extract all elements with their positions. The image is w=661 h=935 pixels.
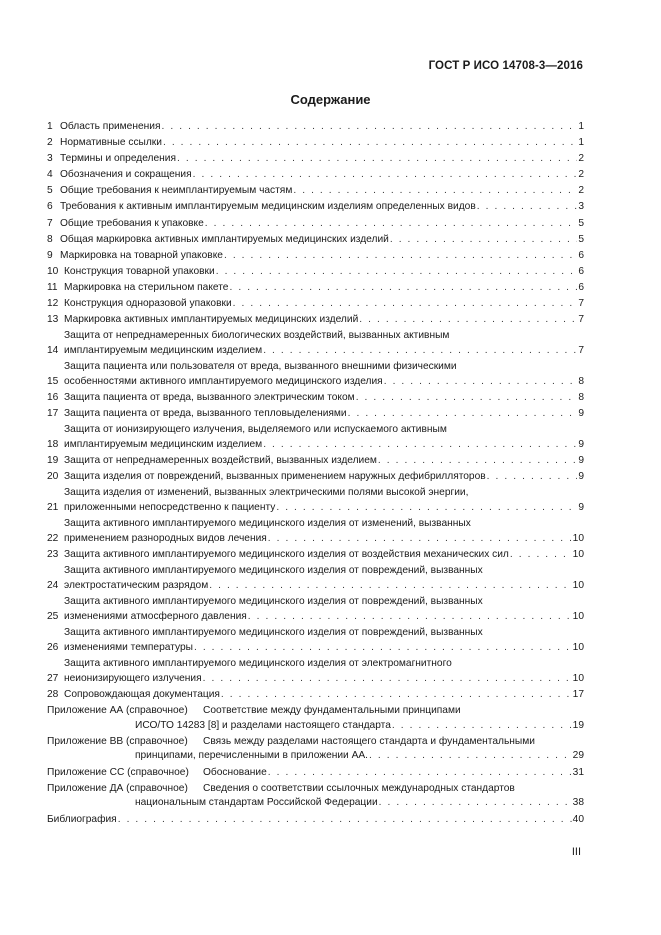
toc-entry-body	[64, 454, 584, 469]
toc-leader-line	[64, 454, 584, 469]
toc-page-number: 10	[572, 641, 584, 653]
toc-entry-text: принципами, перечисленными в приложении АА.	[135, 750, 369, 762]
dot-leader	[390, 233, 578, 248]
toc-leader-line	[135, 719, 584, 734]
toc-appendix-row	[47, 766, 584, 781]
toc-page-number: 2	[578, 185, 584, 197]
toc-entry-number: 1	[47, 121, 53, 132]
toc-entry-text: Защита изделия от повреждений, вызванных применением наружных дефибрилляторов	[64, 471, 486, 483]
toc-entry-text: Защита от непреднамеренных биологических воздействий, вызванных активным	[64, 330, 450, 342]
toc-entry-body	[64, 329, 584, 359]
toc-entry-body	[64, 391, 584, 406]
dot-leader	[177, 152, 577, 167]
toc-entry[interactable]	[47, 626, 584, 656]
toc-page-number: 1	[578, 137, 584, 149]
toc-page-number: 3	[578, 201, 584, 213]
toc-entry[interactable]	[47, 168, 584, 183]
toc-entry-text: Библиография	[47, 813, 117, 825]
toc-entry-text: Сведения о соответствии ссылочных международных стандартов	[203, 782, 515, 794]
toc-leader-line	[64, 470, 584, 485]
toc-entry-number: 4	[47, 169, 53, 181]
toc-leader-line	[64, 375, 584, 390]
toc-leader-line	[60, 152, 584, 167]
toc-entry-text: Конструкция товарной упаковки	[64, 265, 215, 277]
dot-leader	[379, 796, 572, 811]
dot-leader	[487, 470, 578, 485]
dot-leader	[510, 548, 572, 563]
toc-entry-text: применением разнородных видов лечения	[64, 532, 267, 544]
toc-entry-body	[64, 407, 584, 422]
appendix-label: Приложение ДА (справочное)	[47, 782, 188, 794]
toc-entry-number: 7	[47, 217, 53, 229]
toc-entry-number: 8	[47, 233, 53, 245]
toc-entry-text: имплантируемым медицинским изделием	[64, 345, 263, 357]
toc-entry[interactable]	[47, 329, 584, 359]
toc-entry[interactable]	[47, 688, 584, 703]
toc-entry-body	[64, 281, 584, 296]
toc-leader-line	[64, 265, 584, 280]
toc-entry-text: Связь между разделами настоящего стандарта и фундаментальными	[203, 735, 535, 747]
toc-page-number: 6	[578, 249, 584, 261]
dot-leader	[356, 391, 578, 406]
toc-entry[interactable]	[47, 233, 584, 248]
toc-entry-number: 22	[47, 532, 59, 544]
toc-entry[interactable]	[47, 249, 584, 264]
dot-leader	[384, 375, 578, 390]
toc-entry[interactable]	[47, 360, 584, 390]
toc-page-number: 10	[572, 672, 584, 684]
toc-page-number: 10	[572, 579, 584, 591]
dot-leader	[268, 532, 572, 547]
toc-leader-line	[60, 184, 584, 199]
toc-entry-body	[60, 217, 584, 232]
dot-leader	[293, 184, 577, 199]
dot-leader	[216, 265, 578, 280]
toc-entry-body	[64, 657, 584, 687]
toc-entry-number: 19	[47, 455, 59, 467]
toc-entry-text: Область применения	[60, 121, 161, 132]
toc-entry-text: ИСО/ТО 14283 [8] и разделами настоящего стандарта	[135, 719, 391, 731]
toc-entry[interactable]	[47, 136, 584, 151]
toc-entry-body	[64, 265, 584, 280]
toc-entry-body	[203, 735, 584, 750]
toc-entry-number: 20	[47, 471, 59, 483]
toc-entry-number: 12	[47, 298, 59, 310]
toc-entry-text: Общая маркировка активных имплантируемых медицинских изделий	[60, 233, 389, 245]
toc-page-number: 5	[578, 217, 584, 229]
toc-leader-line	[47, 813, 584, 828]
toc-appendix[interactable]	[47, 782, 584, 812]
toc-entry-text: Обоснование	[203, 766, 267, 778]
toc-page-number: 10	[572, 549, 584, 561]
toc-entry[interactable]	[47, 564, 584, 594]
toc-entry-body	[64, 595, 584, 625]
toc-page-number: 8	[578, 392, 584, 403]
dot-leader	[233, 297, 578, 312]
toc-entry-number: 28	[47, 688, 59, 700]
toc-entry-body	[64, 486, 584, 516]
toc-page-number: 9	[578, 471, 584, 483]
toc-appendix-continuation	[47, 719, 584, 734]
toc-entry-text: Маркировка на товарной упаковке	[60, 249, 223, 261]
toc-entry-text: Защита от непреднамеренных воздействий, вызванных изделием	[64, 455, 377, 467]
toc-entry-text: национальным стандартам Российской Федерации	[135, 797, 378, 809]
toc-entry-text: Общие требования к неимплантируемым частям	[60, 185, 293, 197]
toc-leader-line	[64, 672, 584, 687]
toc-leader-line	[60, 217, 584, 232]
toc-page-number: 9	[578, 502, 584, 514]
toc-entry-text: Защита активного имплантируемого медицинского изделия от изменений, вызванных	[64, 518, 471, 530]
toc-entry-number: 18	[47, 438, 59, 450]
toc-leader-line	[60, 249, 584, 264]
toc-appendix[interactable]	[47, 735, 584, 765]
toc-entry-text: Защита активного имплантируемого медицинского изделия от повреждений, вызванных	[64, 626, 483, 638]
toc-page-number: 7	[578, 314, 584, 326]
toc-leader-line	[64, 548, 584, 563]
toc-appendix-continuation	[47, 749, 584, 764]
toc-entry-text: изменениями атмосферного давления	[64, 610, 247, 622]
toc-entry-body	[64, 423, 584, 453]
toc-entry-body	[64, 297, 584, 312]
appendix-label: Приложение АА (справочное)	[47, 704, 188, 716]
toc-entry[interactable]	[47, 297, 584, 312]
toc-leader-line	[60, 168, 584, 183]
toc-entry-body	[203, 704, 584, 719]
toc-entry-number: 11	[47, 281, 58, 293]
dot-leader	[263, 438, 577, 453]
toc-entry-body	[64, 517, 584, 547]
dot-leader	[263, 344, 577, 359]
toc-entry-text: Общие требования к упаковке	[60, 217, 204, 229]
toc-leader-line	[64, 438, 584, 453]
toc-entry-body	[64, 548, 584, 563]
toc-appendix[interactable]	[47, 766, 584, 781]
toc-appendix[interactable]	[47, 704, 584, 734]
toc-leader-line	[64, 407, 584, 422]
toc-entry[interactable]	[47, 217, 584, 232]
dot-leader	[209, 579, 571, 594]
page-title: Содержание	[290, 92, 371, 107]
toc-bibliography[interactable]	[47, 813, 584, 828]
toc-leader-line	[64, 501, 584, 516]
dot-leader	[205, 217, 578, 232]
toc-entry-number: 10	[47, 265, 59, 277]
toc-entry[interactable]	[47, 517, 584, 547]
dot-leader	[348, 407, 578, 422]
toc-page-number: 40	[572, 813, 584, 825]
toc-leader-line	[135, 749, 584, 764]
dot-leader	[268, 766, 572, 781]
toc-page-number: 6	[578, 281, 584, 293]
toc-leader-line	[64, 610, 584, 625]
toc-leader-line	[64, 297, 584, 312]
document-id: ГОСТ Р ИСО 14708-3—2016	[428, 60, 583, 72]
toc-entry[interactable]	[47, 548, 584, 563]
toc-page-number: 10	[572, 532, 584, 544]
toc-entry[interactable]	[47, 391, 584, 406]
toc-entry-number: 6	[47, 201, 53, 213]
toc-page-number: 31	[572, 766, 584, 778]
toc-entry-number: 13	[47, 314, 59, 326]
toc-entry-body	[64, 626, 584, 656]
toc-entry[interactable]	[47, 595, 584, 625]
toc-entry-body	[60, 168, 584, 183]
toc-entry-body	[60, 120, 584, 135]
toc-entry-text: Требования к активным имплантируемым медицинским изделиям определенных видов	[60, 201, 476, 213]
toc-entry-body	[47, 813, 584, 828]
toc-leader-line	[64, 391, 584, 406]
toc-leader-line	[203, 766, 584, 781]
toc-page-number: 29	[572, 750, 584, 762]
dot-leader	[224, 249, 577, 264]
toc-page-number: 7	[578, 298, 584, 310]
toc-entry-text: Защита активного имплантируемого медицинского изделия от повреждений, вызванных	[64, 565, 483, 577]
toc-entry-body	[64, 313, 584, 328]
toc-entry-body	[64, 360, 584, 390]
toc-entry-number: 5	[47, 185, 53, 197]
toc-page-number: 5	[578, 233, 584, 245]
page-number: III	[571, 846, 581, 858]
toc-entry-body	[60, 184, 584, 199]
dot-leader	[359, 313, 577, 328]
toc-entry[interactable]	[47, 454, 584, 469]
toc-entry[interactable]	[47, 486, 584, 516]
toc-entry-text: изменениями температуры	[64, 641, 193, 653]
toc-page-number: 6	[578, 265, 584, 277]
toc-entry-text: Защита пациента от вреда, вызванного тепловыделениями	[64, 408, 347, 420]
toc-page-number: 7	[578, 345, 584, 357]
toc-entry-text: Нормативные ссылки	[60, 137, 162, 149]
dot-leader	[194, 641, 572, 656]
toc-entry-body	[64, 688, 584, 703]
toc-entry-number: 21	[47, 502, 59, 514]
toc-entry-text: Защита пациента от вреда, вызванного электрическим током	[64, 392, 355, 403]
toc-entry-number: 3	[47, 153, 53, 165]
toc-entry[interactable]	[47, 200, 584, 215]
dot-leader	[118, 813, 572, 828]
toc-appendix-row	[47, 782, 584, 797]
toc-page-number: 2	[578, 153, 584, 165]
toc-entry[interactable]	[47, 184, 584, 199]
toc-entry-text: электростатическим разрядом	[64, 579, 209, 591]
toc-entry-text: Защита активного имплантируемого медицинского изделия от электромагнитного	[64, 657, 452, 669]
toc-entry-body	[203, 782, 584, 797]
toc-entry[interactable]	[47, 152, 584, 167]
dot-leader	[392, 719, 572, 734]
dot-leader	[477, 200, 578, 215]
appendix-label: Приложение ВВ (справочное)	[47, 735, 188, 747]
toc-leader-line	[64, 579, 584, 594]
toc-entry-text: Маркировка на стерильном пакете	[64, 281, 229, 293]
dot-leader	[161, 120, 577, 135]
dot-leader	[163, 136, 577, 151]
toc-entry-body	[64, 470, 584, 485]
toc-entry-number: 2	[47, 137, 53, 149]
toc-page-number: 1	[578, 121, 584, 132]
toc-page-number: 8	[578, 375, 584, 387]
toc-page-number: 2	[578, 169, 584, 181]
dot-leader	[248, 610, 572, 625]
toc-entry-number: 17	[47, 408, 59, 420]
toc-page-number: 38	[572, 797, 584, 809]
toc-leader-line	[60, 136, 584, 151]
dot-leader	[221, 688, 572, 703]
toc-entry-text: Маркировка активных имплантируемых медицинских изделий	[64, 314, 359, 326]
toc-entry-text: неионизирующего излучения	[64, 672, 202, 684]
toc-entry-text: приложенными непосредственно к пациенту	[64, 502, 276, 514]
toc-page-number: 9	[578, 408, 584, 420]
toc-entry-body	[203, 766, 584, 781]
toc-entry[interactable]	[47, 313, 584, 328]
appendix-label: Приложение СС (справочное)	[47, 766, 189, 778]
toc-entry-text: Защита активного имплантируемого медицинского изделия от повреждений, вызванных	[64, 596, 483, 608]
toc-leader-line	[64, 344, 584, 359]
toc-leader-line	[60, 200, 584, 215]
toc-entry-text: Защита пациента или пользователя от вреда, вызванного внешними физическими	[64, 361, 457, 373]
toc-entry[interactable]	[47, 120, 584, 135]
toc-appendix-row	[47, 704, 584, 719]
toc-leader-line	[64, 641, 584, 656]
dot-leader	[276, 501, 577, 516]
toc-entry-text: Сопровождающая документация	[64, 688, 220, 700]
toc-leader-line	[60, 233, 584, 248]
toc-page-number: 9	[578, 455, 584, 467]
toc-appendix-continuation	[47, 796, 584, 811]
toc-entry-text: Защита от ионизирующего излучения, выделяемого или испускаемого активным	[64, 424, 447, 436]
toc-entry-text: особенностями активного имплантируемого медицинского изделия	[64, 375, 383, 387]
toc-entry-number: 25	[47, 610, 59, 622]
toc-entry[interactable]	[47, 281, 584, 296]
dot-leader	[229, 281, 577, 296]
toc-entry-text: имплантируемым медицинским изделием	[64, 438, 263, 450]
toc-entry-text: Защита активного имплантируемого медицинского изделия от воздействия механических сил	[64, 549, 509, 561]
toc-page-number: 9	[578, 438, 584, 450]
toc-leader-line	[60, 120, 584, 135]
toc-page-number: 19	[572, 719, 584, 731]
toc-leader-line	[64, 313, 584, 328]
toc-entry-number: 23	[47, 549, 59, 561]
toc-entry-body	[60, 136, 584, 151]
dot-leader	[369, 749, 572, 764]
toc-entry[interactable]	[47, 423, 584, 453]
toc-entry[interactable]	[47, 407, 584, 422]
toc-entry-body	[60, 233, 584, 248]
toc-appendix-row	[47, 735, 584, 750]
toc-entry-text: Соответствие между фундаментальными принципами	[203, 704, 461, 716]
toc-entry-number: 14	[47, 345, 59, 357]
toc-entry[interactable]	[47, 657, 584, 687]
toc-entry[interactable]	[47, 265, 584, 280]
toc-entry-text: Обозначения и сокращения	[60, 169, 192, 181]
toc-entry-body	[60, 249, 584, 264]
toc-page-number: 10	[572, 610, 584, 622]
toc-entry-number: 15	[47, 375, 59, 387]
toc-entry-number: 26	[47, 641, 59, 653]
toc-entry-number: 24	[47, 579, 59, 591]
toc-entry-number: 27	[47, 672, 59, 684]
toc-entry-text: Термины и определения	[60, 153, 176, 165]
dot-leader	[193, 168, 578, 183]
toc-entry-body	[64, 564, 584, 594]
toc-page-number: 17	[572, 688, 584, 700]
toc-entry-text: Конструкция одноразовой упаковки	[64, 298, 232, 310]
toc-entry-number: 9	[47, 249, 53, 261]
toc-entry[interactable]	[47, 470, 584, 485]
toc-entry-body	[60, 152, 584, 167]
dot-leader	[203, 672, 572, 687]
toc-leader-line	[64, 281, 584, 296]
dot-leader	[378, 454, 577, 469]
toc-entry-body	[60, 200, 584, 215]
toc-entry-number: 16	[47, 392, 59, 403]
toc-leader-line	[64, 532, 584, 547]
toc-leader-line	[135, 796, 584, 811]
table-of-contents	[47, 120, 584, 829]
toc-leader-line	[64, 688, 584, 703]
toc-entry-text: Защита изделия от изменений, вызванных электрическими полями высокой энергии,	[64, 487, 469, 499]
